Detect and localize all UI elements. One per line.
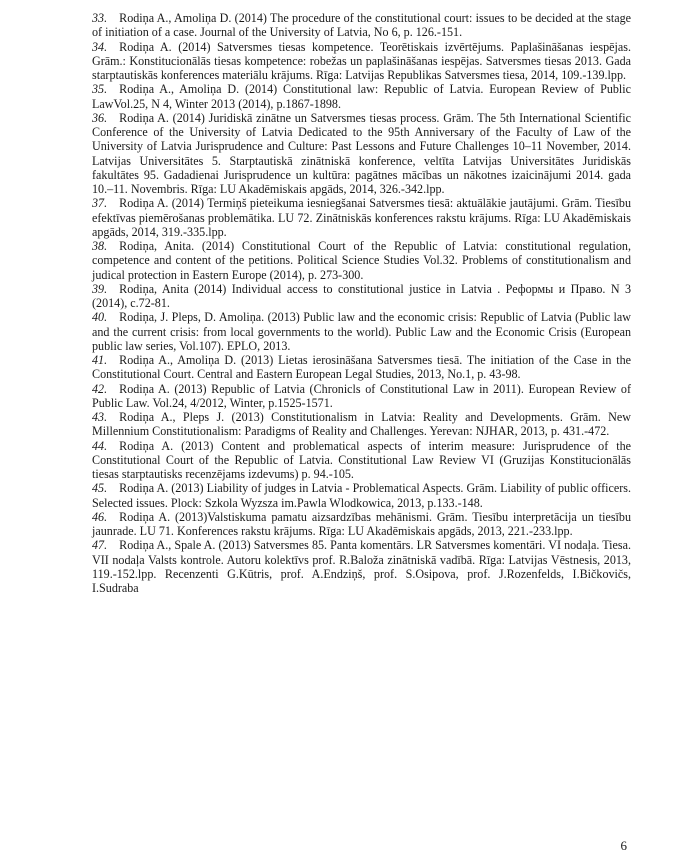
reference-item <box>92 353 631 382</box>
reference-number: 45. <box>92 481 108 496</box>
page-number: 6 <box>620 838 627 853</box>
reference-item <box>92 510 631 539</box>
reference-text: Rodiņa, Anita. (2014) Constitutional Court of the Republic of Latvia: constitutional regulation, competence and content of the petitions. Political Science Studies Vol.32. Problems of constitutionalism and judical protection in Eastern Europe (2014), p. 273-300. <box>92 239 631 282</box>
reference-item <box>92 310 631 353</box>
reference-number: 34. <box>92 39 108 54</box>
reference-text: Rodiņa A., Spale A. (2013) Satversmes 85. Panta komentārs. LR Satversmes komentāri. VI nodaļa. Tiesa. VII nodaļa Valsts kontrole. Autoru kolektīvs prof. R.Baloža zinātniskā vadībā. Rīga: Latvijas Vēstnesis, 2013, 119.-152.lpp. Recenzenti G.Kūtris, prof. A.Endziņš, prof. S.Osipova, prof. J.Rozenfelds, I.Bičkovičs, I.Sudraba <box>92 538 631 595</box>
reference-text: Rodiņa, J. Pleps, D. Amoliņa. (2013) Public law and the economic crisis: Republic of Latvia (Public law and the current crisis: from local governments to the world). Public Law and the Economic Crisis (European public law series, Vol.107). EPLO, 2013. <box>92 310 631 353</box>
reference-number: 44. <box>92 438 108 453</box>
reference-text: Rodiņa A. (2013) Liability of judges in Latvia - Problematical Aspects. Grām. Liability of public officers. Selected issues. Plock: Szkola Wyzsza im.Pawla Wlodkowica, 2013, p.133.-148. <box>92 481 631 510</box>
reference-item <box>92 111 631 197</box>
reference-list <box>92 11 631 595</box>
reference-number: 40. <box>92 310 108 325</box>
reference-item <box>92 196 631 239</box>
reference-text: Rodiņa, Anita (2014) Individual access to constitutional justice in Latvia . Реформы и Право. N 3 (2014), c.72-81. <box>92 281 631 310</box>
reference-number: 42. <box>92 381 108 396</box>
reference-number: 33. <box>92 11 108 25</box>
reference-text: Rodiņa A., Amoliņa D. (2013) Lietas ierosināšana Satversmes tiesā. The initiation of the Case in the Constitutional Court. Central and Eastern European Legal Studies, 2013, No.1, p. 43-98. <box>92 353 631 382</box>
reference-number: 37. <box>92 196 108 211</box>
reference-text: Rodiņa A., Amoliņa D. (2014) The procedure of the constitutional court: issues to be decided at the stage of initiation of a case. Journal of the University of Latvia, No 6, p. 126.-151. <box>92 11 631 40</box>
reference-number: 35. <box>92 82 108 97</box>
reference-item <box>92 11 631 40</box>
reference-number: 39. <box>92 281 108 296</box>
reference-number: 38. <box>92 239 108 253</box>
reference-text: Rodiņa A. (2013) Republic of Latvia (Chronicls of Constitutional Law in 2011). European Review of Public Law. Vol.24, 4/2012, Winter, p.1525-1571. <box>92 381 631 410</box>
reference-text: Rodiņa A., Amoliņa D. (2014) Constitutional law: Republic of Latvia. European Review of Public LawVol.25, N 4, Winter 2013 (2014), p.1867-1898. <box>92 82 631 111</box>
reference-text: Rodiņa A., Pleps J. (2013) Constitutionalism in Latvia: Reality and Developments. Grām. New Millennium Constitutionalism: Paradigms of Reality and Challenges. Yerevan: NJHAR, 2013, p. 431.-472. <box>92 410 631 439</box>
reference-text: Rodiņa A. (2014) Satversmes tiesas kompetence. Teorētiskais izvērtējums. Paplašināšanas iespējas. Grām.: Konstitucionālās tiesas kompetence: robežas un paplašināšanas iespējas. Satversmes tiesas 2013. Gada starptautiskās konferences materiālu krājums. Rīga: Latvijas Republikas Satversmes tiesa, 2014, 109.-139.lpp. <box>92 39 631 82</box>
reference-item <box>92 282 631 311</box>
reference-text: Rodiņa A. (2014) Juridiskā zinātne un Satversmes tiesas process. Grām. The 5th International Scientific Conference of the University of Latvia Dedicated to the 95th Anniversary of the Faculty of Law of the University of Latvia Jurisprudence and Culture: Past Lessons and Future Challenges 10–11 November, 2014. Latvijas Universitātes 5. Starptautiskā zinātniskā konference, veltīta Latvijas Universitātes Juridiskās fakultātes 95. Gadadienai Jurisprudence un kultūra: pagātnes mācības un nākotnes izaicinājumi 2014. gada 10.–11. Novembris. Rīga: LU Akadēmiskais apgāds, 2014, 326.-342.lpp. <box>92 110 631 196</box>
reference-number: 43. <box>92 410 108 424</box>
reference-item <box>92 538 631 595</box>
reference-number: 41. <box>92 353 108 367</box>
reference-item <box>92 439 631 482</box>
reference-item <box>92 82 631 111</box>
reference-number: 47. <box>92 538 108 553</box>
reference-text: Rodiņa A. (2013) Content and problematical aspects of interim measure: Jurisprudence of the Constitutional Court of the Republic of Latvia. Constitutional Law Review VI (Gruzijas Konstitucionālās tiesas starptautisks recenzējams izdevums) p. 94.-105. <box>92 438 631 481</box>
reference-item <box>92 40 631 83</box>
reference-item <box>92 410 631 439</box>
reference-number: 36. <box>92 110 108 125</box>
reference-item <box>92 239 631 282</box>
reference-text: Rodiņa A. (2013)Valstiskuma pamatu aizsardzības mehānismi. Grām. Tiesību interpretācija un tiesību jaunrade. LU 71. Konferences rakstu krājums. Rīga: LU Akadēmiskais apgāds, 2013, 221.-233.lpp. <box>92 509 631 538</box>
reference-number: 46. <box>92 509 108 524</box>
reference-item <box>92 382 631 411</box>
reference-text: Rodiņa A. (2014) Termiņš pieteikuma iesniegšanai Satversmes tiesā: aktuālākie jautājumi. Grām. Tiesību efektīvas piemērošanas problemātika. LU 72. Zinātniskās konferences rakstu krājums. Rīga: LU Akadēmiskais apgāds, 2014, 319.-335.lpp. <box>92 196 631 239</box>
reference-item <box>92 481 631 510</box>
